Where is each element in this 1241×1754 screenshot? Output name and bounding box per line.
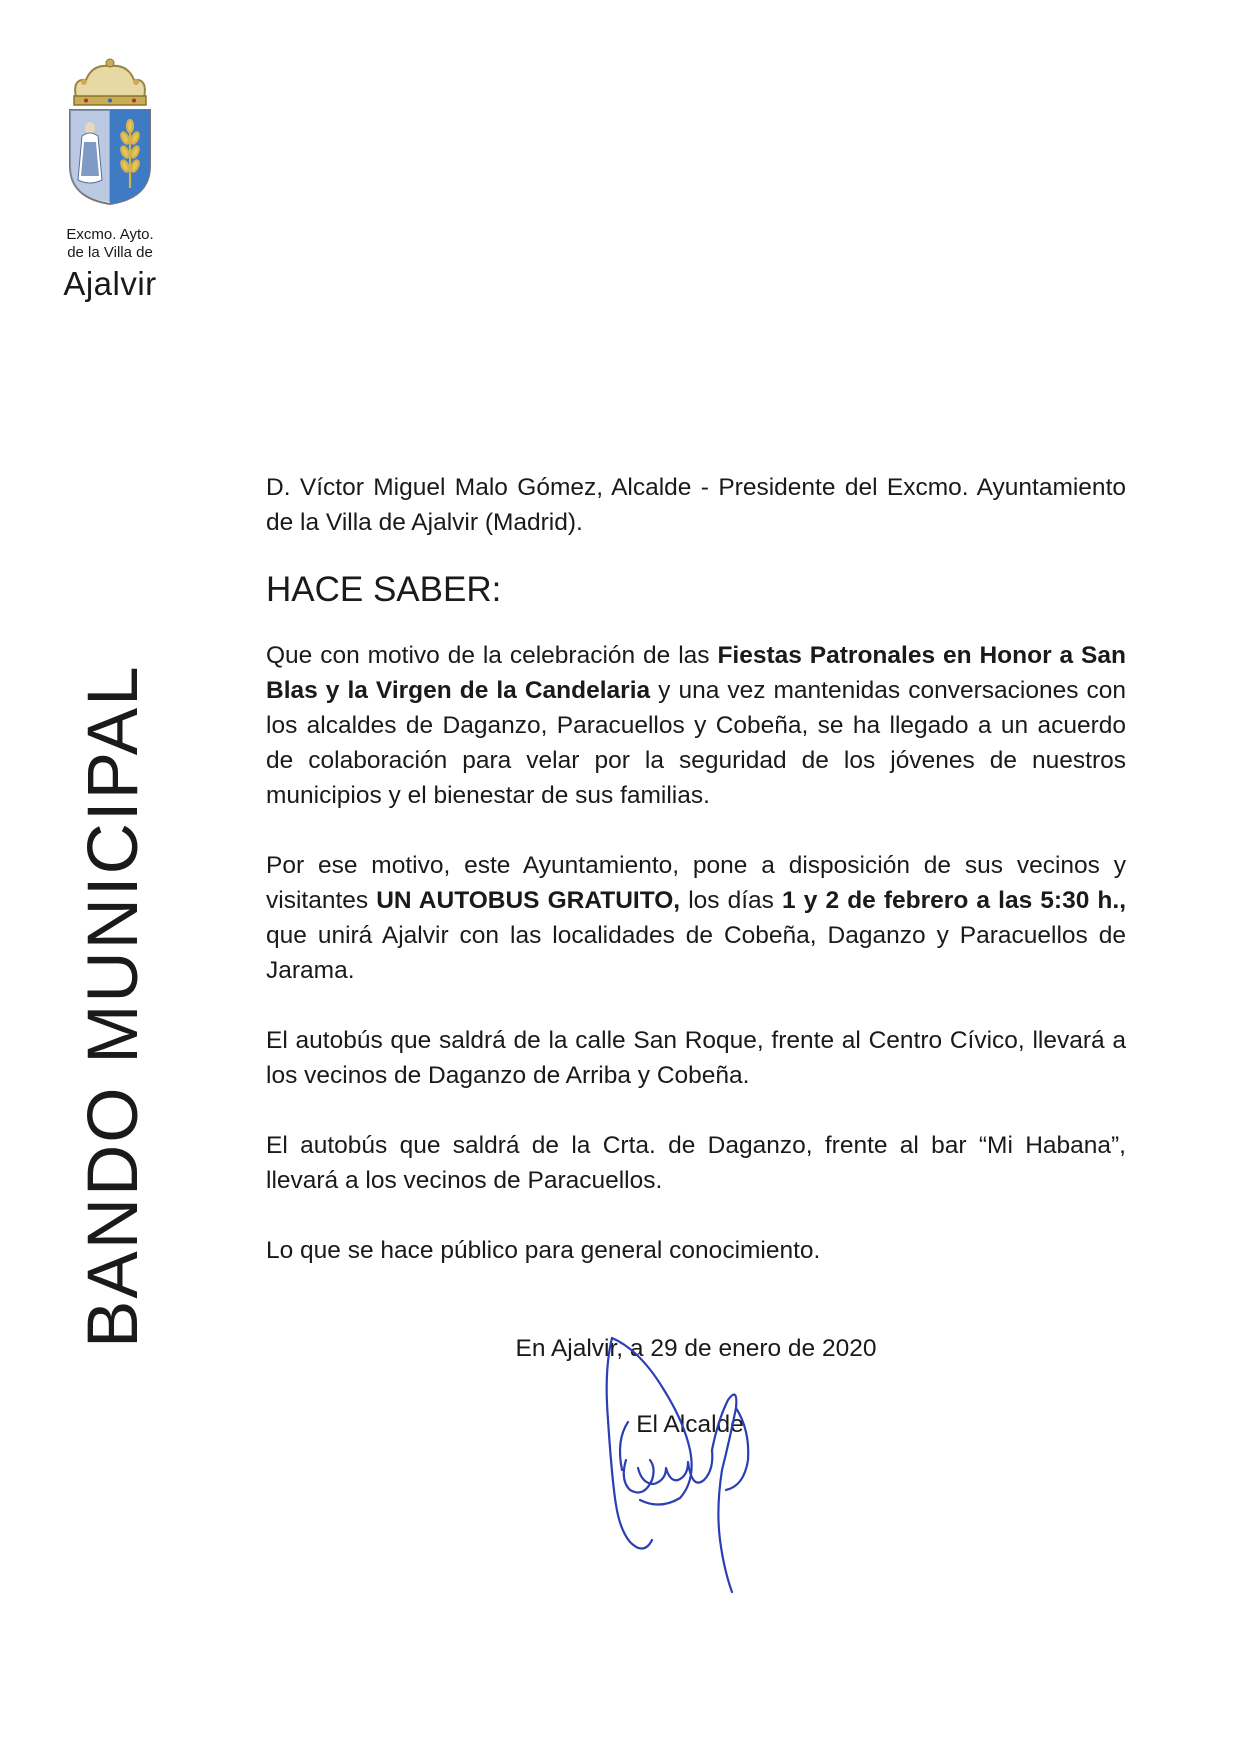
p1-bold: Fiestas Patronales en Honor a San Blas y la Virgen de la Candelaria <box>266 642 1126 704</box>
paragraph-4: El autobús que saldrá de la Crta. de Daganzo, frente al bar “Mi Habana”, llevará a los vecinos de Paracuellos. <box>266 1132 1126 1194</box>
org-line-1: Excmo. Ayto. <box>66 226 154 243</box>
coat-of-arms-icon <box>62 58 158 208</box>
p2-bold-bus: UN AUTOBUS GRATUITO, <box>376 887 681 914</box>
document-heading: HACE SABER: <box>266 570 502 609</box>
shield-icon <box>70 110 150 204</box>
paragraph-3: El autobús que saldrá de la calle San Roque, frente al Centro Cívico, llevará a los vecinos de Daganzo de Arriba y Cobeña. <box>266 1027 1126 1089</box>
paragraph-5: Lo que se hace público para general conocimiento. <box>266 1237 821 1264</box>
crown-icon <box>74 59 146 105</box>
side-title: BANDO MUNICIPAL <box>74 664 153 1348</box>
org-name: Ajalvir <box>63 265 157 302</box>
handwritten-signature-icon <box>600 1330 790 1600</box>
p2-text-pre: Por ese motivo, este Ayuntamiento, pone a disposición de sus vecinos y visitantes <box>266 852 1126 914</box>
paragraph-2 <box>266 848 1126 988</box>
p2-bold-dates: 1 y 2 de febrero a las 5:30 h., <box>782 887 1127 914</box>
organization-name-block <box>40 226 180 304</box>
p2-text-post: que unirá Ajalvir con las localidades de Cobeña, Daganzo y Paracuellos de Jarama. <box>266 922 1126 984</box>
paragraph-1 <box>266 638 1126 813</box>
intro-paragraph: D. Víctor Miguel Malo Gómez, Alcalde - Presidente del Excmo. Ayuntamiento de la Villa de Ajalvir (Madrid). <box>266 474 1126 536</box>
org-line-2: de la Villa de <box>67 244 153 261</box>
p1-text-pre: Que con motivo de la celebración de las <box>266 642 718 669</box>
p1-text-post: y una vez mantenidas conversaciones con los alcaldes de Daganzo, Paracuellos y Cobeña, se ha llegado a un acuerdo de colaboración para velar por la seguridad de los jóvenes de nuestros municipios y el bienestar de sus familias. <box>266 677 1126 809</box>
date-line: En Ajalvir, a 29 de enero de 2020 <box>515 1335 877 1362</box>
document-body <box>266 470 1126 1268</box>
signer-title: El Alcalde <box>636 1411 744 1438</box>
p2-text-mid: los días <box>680 887 783 914</box>
